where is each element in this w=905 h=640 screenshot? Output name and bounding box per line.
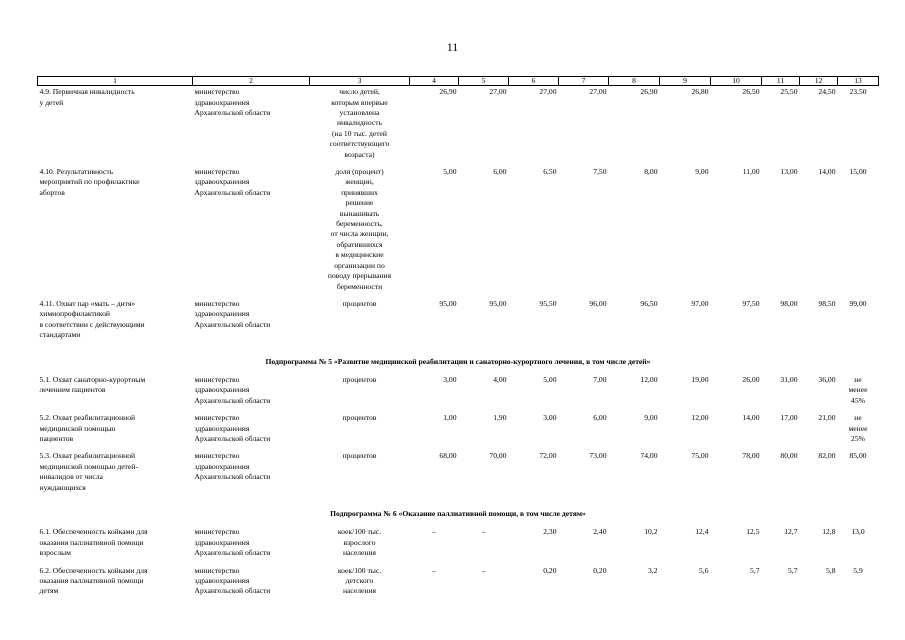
indicator-value: 3,2: [648, 565, 658, 575]
responsible-body: министерство здравоохранения Архангельской области: [194, 565, 271, 596]
indicator-value: 26,90: [640, 87, 658, 97]
column-number-header: 12: [800, 77, 838, 86]
indicator-value: 5,7: [750, 565, 760, 575]
table-row: [38, 526, 879, 564]
indicator-name: 5.1. Охват санаторно-курортным лечением пациентов: [39, 374, 146, 395]
indicator-value: 5,9: [853, 565, 863, 575]
indicator-value: 12,00: [640, 374, 658, 384]
column-number-header: 11: [762, 77, 800, 86]
indicator-value: 5,8: [826, 565, 836, 575]
column-number-header: 5: [459, 77, 509, 86]
responsible-body: министерство здравоохранения Архангельской области: [194, 413, 271, 443]
indicator-value: 15,00: [849, 167, 867, 177]
indicator-value: 3,00: [543, 413, 557, 423]
indicator-value: 9,00: [695, 167, 709, 177]
indicator-value: 10,2: [644, 527, 658, 537]
subprogram-heading-row: [38, 347, 879, 374]
indicator-value: 68,00: [439, 451, 457, 461]
header-row: [38, 77, 879, 86]
indicator-value: 95,50: [539, 298, 557, 308]
indicator-value: 12,7: [784, 527, 798, 537]
indicator-value: 8,00: [644, 167, 658, 177]
indicator-value: 72,00: [539, 451, 557, 461]
indicator-value: –: [481, 565, 486, 575]
indicator-value: 36,00: [818, 374, 836, 384]
indicator-value: 6,50: [543, 167, 557, 177]
indicator-value: 96,00: [589, 298, 607, 308]
indicator-value: 14,00: [742, 413, 760, 423]
indicator-value: 14,00: [818, 167, 836, 177]
indicator-value: 2,40: [593, 527, 607, 537]
column-number-header: 1: [38, 77, 193, 86]
indicator-value: 13,00: [780, 167, 798, 177]
indicator-value: 95,00: [439, 298, 457, 308]
indicator-value: 78,00: [742, 451, 760, 461]
indicator-value: 12,4: [695, 527, 709, 537]
column-number-header: 10: [711, 77, 762, 86]
indicator-value: 99,00: [849, 298, 867, 308]
column-number-header: 13: [838, 77, 879, 86]
unit-of-measure: процентов: [342, 298, 377, 308]
indicator-value: не менее 45%: [848, 374, 868, 405]
indicator-value: –: [432, 527, 436, 537]
indicator-value: 96,50: [640, 298, 658, 308]
responsible-body: министерство здравоохранения Архангельской области: [194, 298, 271, 329]
indicator-value: 75,00: [691, 451, 709, 461]
subprogram-title: Подпрограмма № 6 «Оказание паллиативной помощи, в том числе детям»: [330, 509, 586, 519]
indicator-value: 13,0: [851, 527, 865, 537]
indicator-name: 4.11. Охват пар «мать – дитя» химиопрофилактикой в соответствии с действующими стандартами: [39, 298, 145, 340]
column-number-header: 6: [509, 77, 559, 86]
unit-of-measure: процентов: [342, 374, 377, 384]
indicator-value: 24,50: [818, 87, 836, 97]
indicator-value: 27,00: [589, 87, 607, 97]
indicator-value: 25,50: [780, 87, 798, 97]
indicator-value: 27,00: [489, 87, 507, 97]
page-number: 11: [446, 40, 459, 54]
indicator-name: 5.2. Охват реабилитационной медицинской помощью пациентов: [39, 413, 136, 443]
subprogram-title: Подпрограмма № 5 «Развитие медицинской реабилитации и санаторно-курортного лечения, в том числе детей»: [265, 356, 651, 366]
indicator-value: 6,00: [493, 167, 507, 177]
indicator-value: 1,00: [443, 413, 457, 423]
table-row: [38, 450, 879, 499]
responsible-body: министерство здравоохранения Архангельской области: [194, 87, 271, 118]
indicator-value: –: [481, 527, 486, 537]
table-row: [38, 412, 879, 450]
unit-of-measure: процентов: [342, 413, 377, 423]
indicator-value: 0,20: [593, 565, 607, 575]
indicator-value: 97,00: [691, 298, 709, 308]
responsible-body: министерство здравоохранения Архангельской области: [194, 527, 271, 558]
indicator-value: 70,00: [489, 451, 507, 461]
indicator-value: 6,00: [593, 413, 607, 423]
indicator-value: 98,50: [818, 298, 836, 308]
column-number-header: 2: [193, 77, 310, 86]
table-row: [38, 298, 879, 347]
indicator-value: 4,00: [493, 374, 507, 384]
indicator-value: –: [432, 565, 436, 575]
unit-of-measure: коек/100 тыс. детского населения: [337, 565, 382, 596]
indicator-name: 6.1. Обеспеченность койками для оказания паллиативной помощи взрослым: [39, 527, 148, 558]
indicator-value: 26,00: [742, 374, 760, 384]
indicator-value: 23,50: [849, 87, 867, 97]
indicator-value: 7,50: [593, 167, 607, 177]
indicator-name: 5.3. Охват реабилитационной медицинской помощью детей- инвалидов от числа нуждающихся: [39, 451, 138, 492]
indicator-value: 26,80: [691, 87, 709, 97]
indicator-value: 21,00: [818, 413, 836, 423]
unit-of-measure: число детей, которым впервые установлена инвалидность (на 10 тыс. детей соответствующего возраста): [329, 87, 390, 159]
column-number-header: 7: [559, 77, 609, 86]
indicators-table: [37, 76, 879, 603]
responsible-body: министерство здравоохранения Архангельской области: [194, 451, 271, 482]
indicator-value: 98,00: [780, 298, 798, 308]
indicator-value: не менее 25%: [848, 413, 868, 443]
indicator-value: 31,00: [780, 374, 798, 384]
unit-of-measure: доля (процент) женщин, принявших решение вынашивать беременность, от числа женщин, обратившихся в медицинские организации по поводу прерывания беременности: [327, 167, 392, 291]
indicator-value: 19,00: [691, 374, 709, 384]
indicator-value: 11,00: [742, 167, 760, 177]
indicator-value: 12,00: [691, 413, 709, 423]
indicator-name: 4.10. Результативность мероприятий по профилактике абортов: [39, 167, 140, 197]
table-row: [38, 374, 879, 412]
indicator-value: 5,00: [443, 167, 457, 177]
indicator-value: 80,00: [780, 451, 798, 461]
indicator-name: 4.9. Первичная инвалидность у детей: [39, 87, 135, 107]
indicator-value: 2,30: [543, 527, 557, 537]
indicator-name: 6.2. Обеспеченность койками для оказания паллиативной помощи детям: [39, 565, 148, 596]
indicator-value: 12,8: [822, 527, 836, 537]
indicator-value: 0,20: [543, 565, 557, 575]
responsible-body: министерство здравоохранения Архангельской области: [194, 167, 271, 197]
indicator-value: 82,00: [818, 451, 836, 461]
unit-of-measure: процентов: [342, 451, 377, 461]
indicator-value: 7,00: [593, 374, 607, 384]
indicator-value: 74,00: [640, 451, 658, 461]
unit-of-measure: коек/100 тыс. взрослого населения: [337, 527, 382, 558]
indicator-value: 12,5: [746, 527, 760, 537]
table-body: [38, 77, 879, 603]
indicator-value: 26,50: [742, 87, 760, 97]
indicator-value: 5,00: [543, 374, 557, 384]
column-number-header: 8: [609, 77, 660, 86]
table-row: [38, 86, 879, 166]
responsible-body: министерство здравоохранения Архангельской области: [194, 374, 271, 405]
indicator-value: 95,00: [489, 298, 507, 308]
indicator-value: 73,00: [589, 451, 607, 461]
subprogram-heading-row: [38, 499, 879, 526]
indicator-value: 5,6: [699, 565, 709, 575]
indicator-value: 26,90: [439, 87, 457, 97]
column-number-header: 4: [410, 77, 459, 86]
indicator-value: 9,00: [644, 413, 658, 423]
table-row: [38, 166, 879, 298]
indicator-value: 5,7: [788, 565, 798, 575]
indicator-value: 1,90: [493, 413, 507, 423]
table-row: [38, 565, 879, 603]
indicator-value: 3,00: [443, 374, 457, 384]
column-number-header: 9: [660, 77, 711, 86]
indicator-value: 97,50: [742, 298, 760, 308]
indicator-value: 27,00: [539, 87, 557, 97]
indicator-value: 85,00: [849, 451, 867, 461]
column-number-header: 3: [310, 77, 410, 86]
indicator-value: 17,00: [780, 413, 798, 423]
